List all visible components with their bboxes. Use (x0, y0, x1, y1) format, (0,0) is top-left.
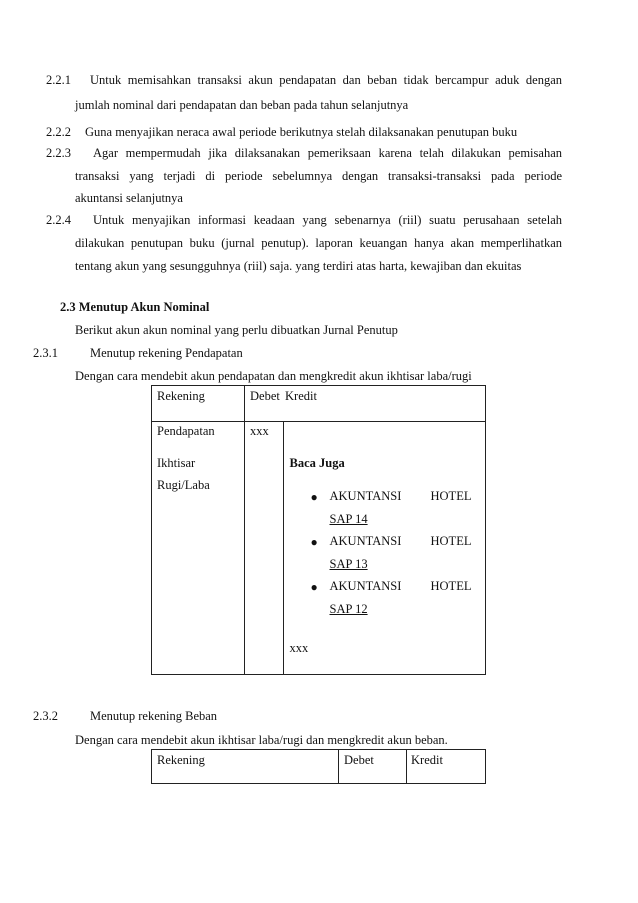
related-link-sap-14[interactable]: SAP 14 (329, 512, 368, 526)
item-number: 2.2.3 (46, 146, 71, 160)
subsection-title: Menutup rekening Pendapatan (90, 346, 243, 360)
table-header-row (152, 386, 486, 422)
table-cell-kredit (283, 422, 486, 675)
rekening-rugi-laba: Rugi/Laba (157, 478, 210, 492)
table-header-row (152, 750, 486, 784)
baca-juga-label: Baca Juga (289, 456, 345, 470)
link-line[interactable]: HOTEL (430, 579, 472, 593)
link-line[interactable]: AKUNTANSI (329, 489, 402, 503)
item-number: 2.2.2 (46, 125, 71, 139)
item-text: dilakukan penutupan buku (jurnal penutup). laporan keuangan hanya akan memperlihatkan (75, 236, 562, 250)
link-line[interactable]: AKUNTANSI (329, 534, 402, 548)
header-rekening: Rekening (157, 753, 205, 767)
debet-value: xxx (250, 424, 269, 438)
rekening-ikhtisar: Ikhtisar (157, 456, 196, 470)
header-debet: Debet (250, 389, 280, 403)
table-cell-debet (245, 422, 284, 675)
item-number: 2.2.1 (46, 73, 71, 87)
item-text: Untuk menyajikan informasi keadaan yang sebenarnya (riil) suatu perusahaan setelah (93, 213, 562, 227)
item-number: 2.2.4 (46, 213, 71, 227)
related-link-sap-12[interactable]: SAP 12 (329, 602, 368, 616)
journal-table-pendapatan (151, 385, 486, 675)
subsection-number: 2.3.1 (33, 346, 58, 360)
item-text: Untuk memisahkan transaksi akun pendapatan dan beban tidak bercampur aduk dengan (90, 73, 562, 87)
link-line[interactable]: HOTEL (430, 489, 472, 503)
table-row (152, 422, 486, 675)
item-text: Guna menyajikan neraca awal periode berikutnya stelah dilaksanakan penutupan buku (85, 125, 518, 139)
table-header-cell (407, 750, 486, 784)
table-cell-rekening (152, 422, 245, 675)
link-line[interactable]: HOTEL (430, 534, 472, 548)
item-text: transaksi yang terjadi di periode sebelumnya dengan transaksi-transaksi pada periode (75, 169, 562, 183)
table-header-cell (339, 750, 407, 784)
item-text: jumlah nominal dari pendapatan dan beban pada tahun selanjutnya (75, 98, 409, 112)
bullet-icon: ● (310, 535, 318, 549)
subsection-desc: Dengan cara mendebit akun pendapatan dan mengkredit akun ikhtisar laba/rugi (75, 369, 472, 383)
subsection-number: 2.3.2 (33, 709, 58, 723)
related-link-sap-13[interactable]: SAP 13 (329, 557, 368, 571)
bullet-icon: ● (310, 580, 318, 594)
section-intro: Berikut akun akun nominal yang perlu dibuatkan Jurnal Penutup (75, 323, 398, 337)
link-line[interactable]: AKUNTANSI (329, 579, 402, 593)
subsection-desc: Dengan cara mendebit akun ikhtisar laba/rugi dan mengkredit akun beban. (75, 733, 448, 747)
bullet-icon: ● (310, 490, 318, 504)
item-text: Agar mempermudah jika dilaksanakan pemeriksaan karena telah dilakukan pemisahan (93, 146, 562, 160)
section-heading: 2.3 Menutup Akun Nominal (60, 300, 210, 314)
table-header-cell (283, 386, 486, 422)
item-text: akuntansi selanjutnya (75, 191, 183, 205)
kredit-value: xxx (289, 641, 309, 655)
journal-table-beban (151, 749, 486, 784)
header-kredit: Kredit (411, 753, 443, 767)
header-rekening: Rekening (157, 389, 205, 403)
rekening-pendapatan: Pendapatan (157, 424, 215, 438)
table-header-cell (152, 386, 245, 422)
header-kredit: Kredit (285, 389, 317, 403)
subsection-title: Menutup rekening Beban (90, 709, 218, 723)
table-header-cell (152, 750, 339, 784)
item-text: tentang akun yang sesungguhnya (riil) saja. yang terdiri atas harta, kewajiban dan ekuitas (75, 259, 522, 273)
table-header-cell (245, 386, 284, 422)
header-debet: Debet (344, 753, 374, 767)
